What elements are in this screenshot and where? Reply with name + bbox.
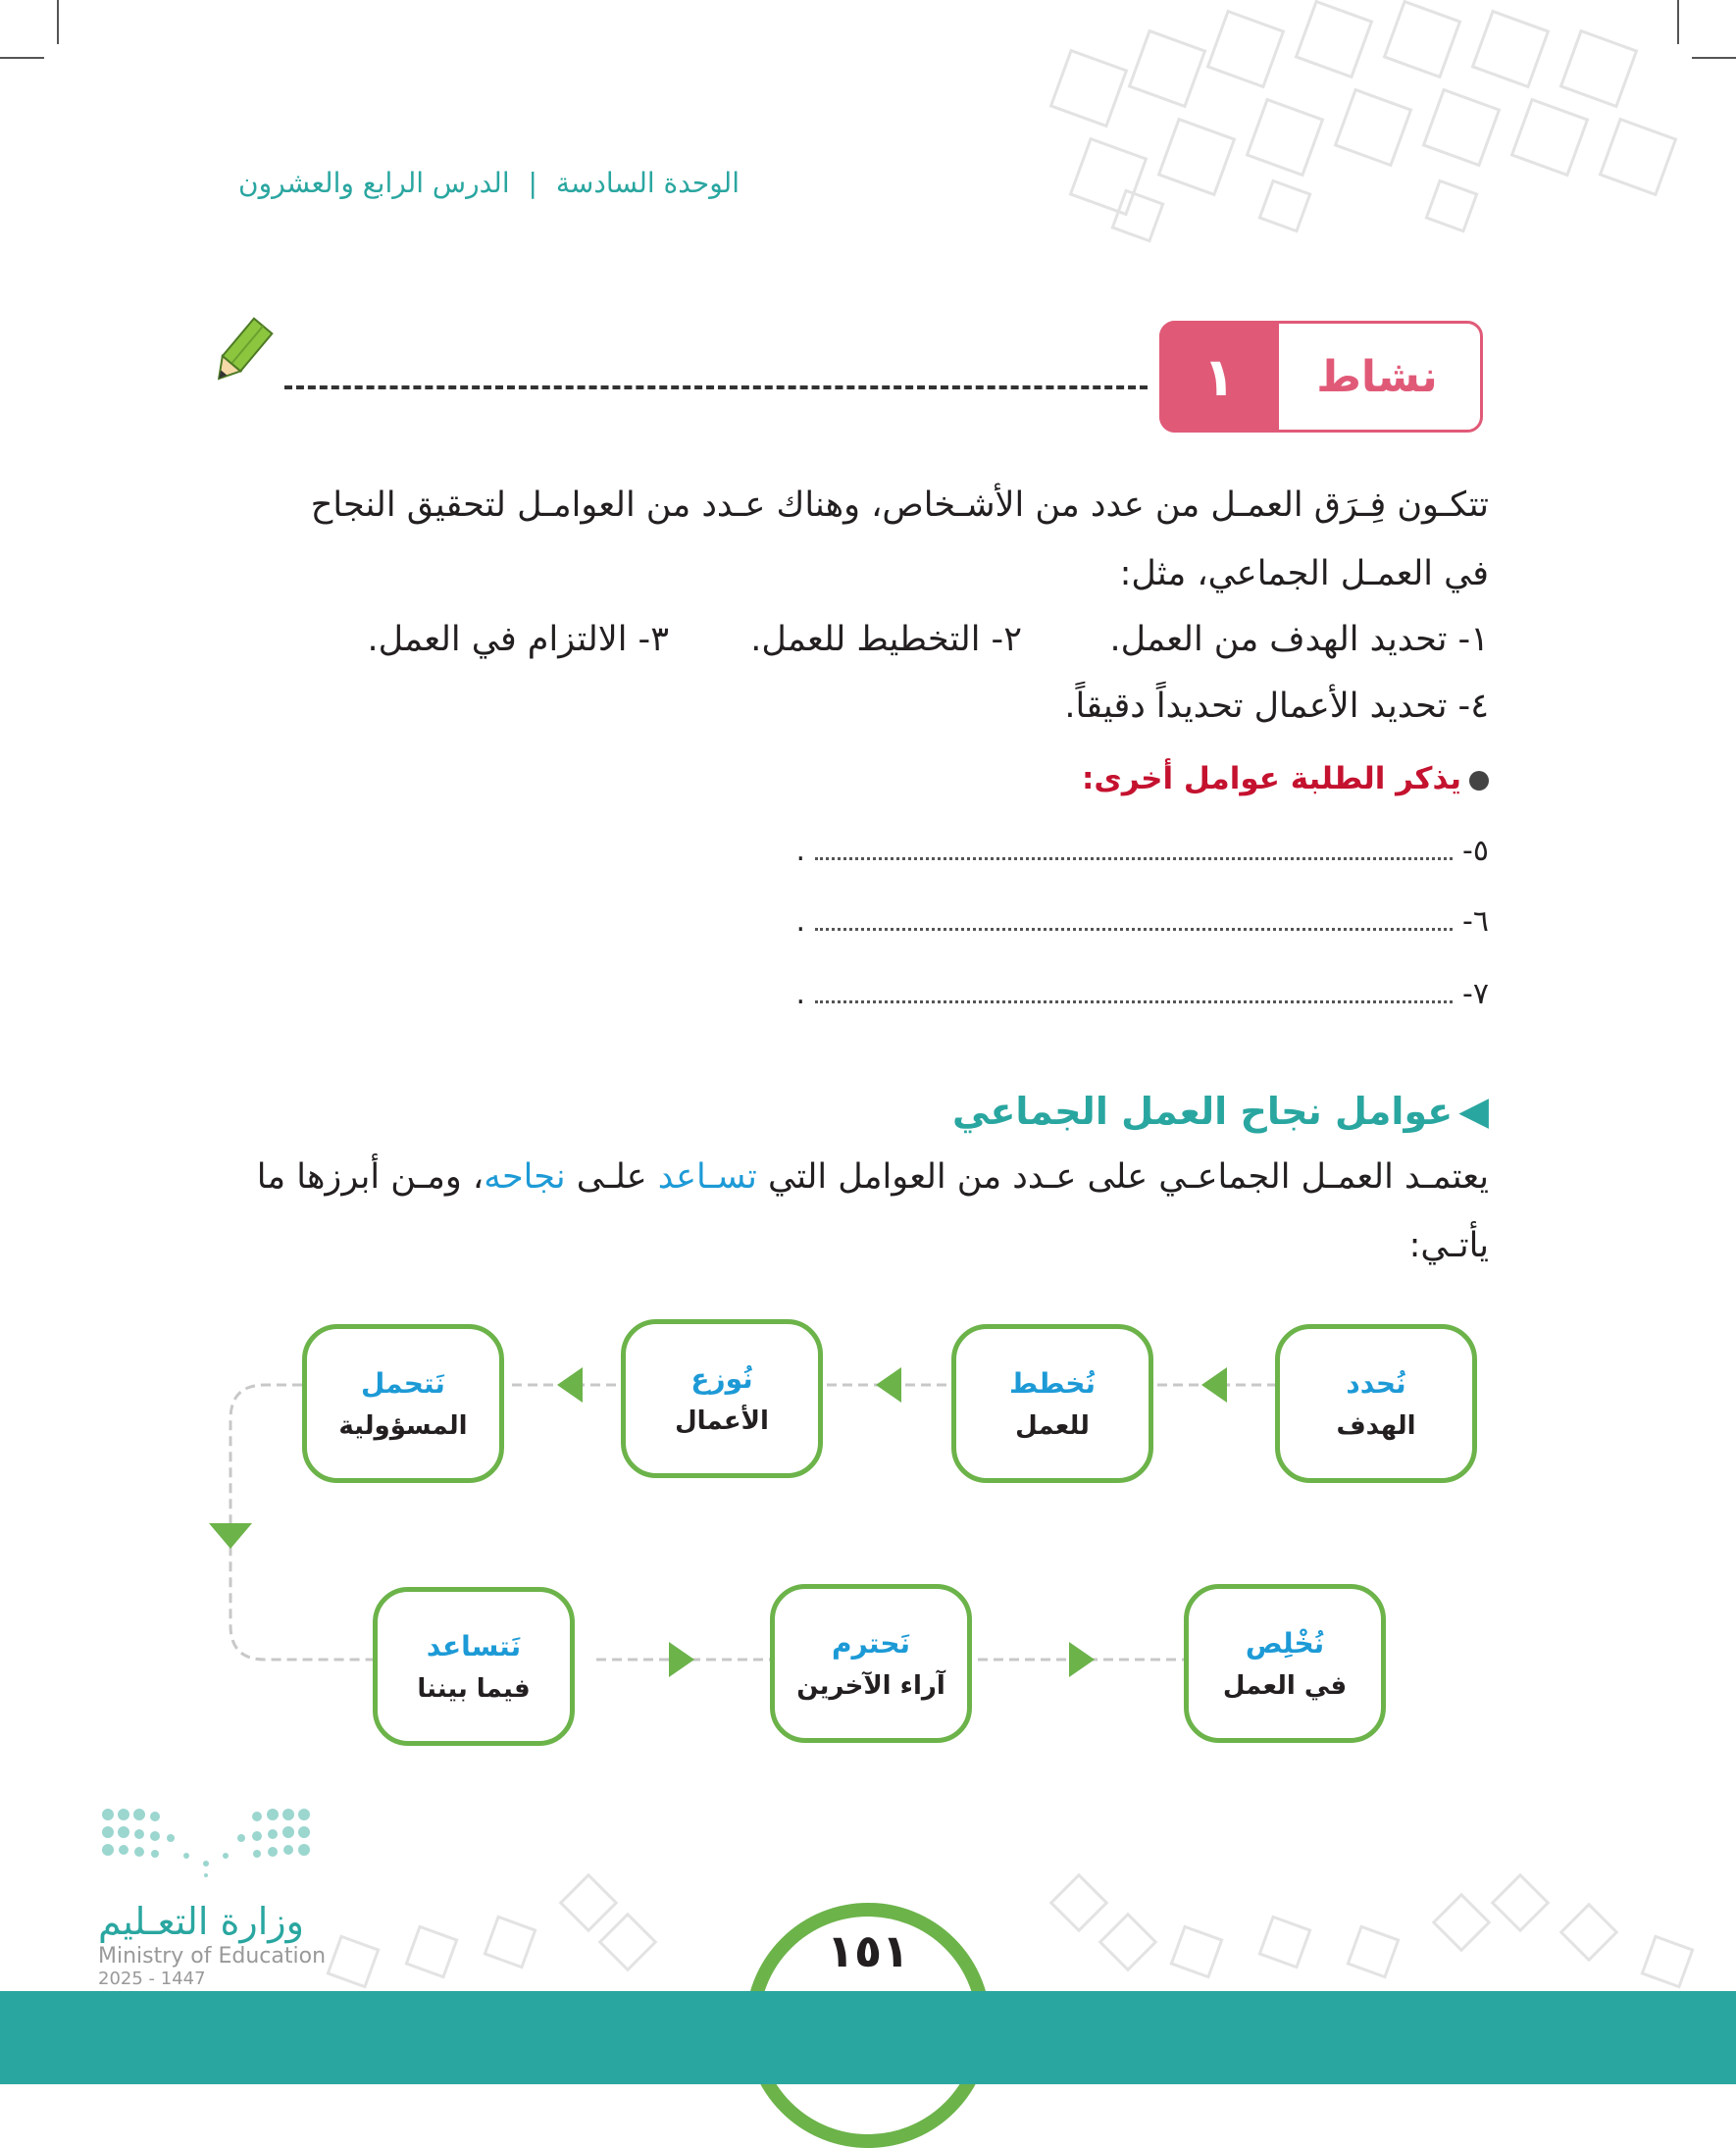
blank-line-end: . [795, 834, 806, 868]
arrow-right-icon [669, 1642, 694, 1677]
arrow-right-icon [1069, 1642, 1095, 1677]
ministry-logo-icon [98, 1805, 314, 1893]
factor-item-4: ٤- تحديد الأعمال تحديداً دقيقاً. [1064, 687, 1489, 726]
section-body-line-2: يأتـي: [1408, 1226, 1489, 1265]
flow-verb: نَحترم [831, 1626, 911, 1660]
arrow-left-icon [876, 1367, 901, 1403]
flow-object: للعمل [1015, 1410, 1090, 1441]
flow-box-take-responsibility [302, 1324, 504, 1483]
factor-item-1: ١- تحديد الهدف من العمل. [1109, 620, 1489, 659]
footer-band-overlay [0, 1991, 1736, 2084]
flow-object: فيما بيننا [417, 1673, 531, 1704]
flow-object: الأعمال [675, 1406, 769, 1436]
factor-item-3: ٣- الالتزام في العمل. [367, 620, 669, 659]
activity-label: نشاط [1316, 351, 1438, 402]
body-post: ، ومـن أبرزها ما [256, 1157, 485, 1197]
flow-box-respect-opinions [770, 1584, 972, 1743]
body-highlight-1: تسـاعد [657, 1157, 757, 1197]
flow-verb: نَتحمل [361, 1366, 445, 1400]
header-separator: | [528, 167, 537, 199]
activity-number: ١ [1159, 321, 1279, 433]
flow-box-define-goal [1275, 1324, 1477, 1483]
ministry-year: 2025 - 1447 [98, 1969, 206, 1989]
arrow-down-icon [209, 1523, 252, 1549]
chevron-left-icon: ◀ [1458, 1089, 1489, 1134]
unit-title: الوحدة السادسة [555, 167, 740, 199]
arrow-left-icon [557, 1367, 583, 1403]
intro-line-2: في العمـل الجماعي، مثل: [1119, 554, 1489, 593]
lesson-title: الدرس الرابع والعشرون [238, 167, 510, 199]
flow-box-plan-work [951, 1324, 1153, 1483]
arrow-left-icon [1201, 1367, 1227, 1403]
flow-box-distribute-tasks [621, 1319, 823, 1478]
flow-box-help-each-other [373, 1587, 575, 1746]
ministry-name-ar: وزارة التعـليم [98, 1900, 305, 1943]
flow-verb: نُحدد [1346, 1366, 1406, 1400]
intro-line-1: تتكـون فِـرَق العمـل من عدد من الأشـخاص، وهناك عـدد من العوامـل لتحقيق النجاح [310, 486, 1489, 525]
flow-verb: نُخطط [1009, 1366, 1096, 1400]
blank-line-label: ٧- [1462, 977, 1489, 1011]
blank-line-end: . [795, 977, 806, 1011]
flow-verb: نُخْلِص [1245, 1626, 1325, 1660]
factor-item-2: ٢- التخطيط للعمل. [750, 620, 1022, 659]
flow-object: المسؤولية [338, 1410, 468, 1441]
blank-line-end: . [795, 904, 806, 939]
flow-box-sincere-work [1184, 1584, 1386, 1743]
body-pre: يعتمـد العمـل الجماعـي على عـدد من العوامل التي [756, 1157, 1489, 1197]
blank-line-label: ٥- [1462, 834, 1489, 868]
flow-object: الهدف [1336, 1410, 1416, 1441]
flow-verb: نَتساعد [426, 1629, 522, 1662]
section-title-text: عوامل نجاح العمل الجماعي [952, 1090, 1454, 1133]
blank-line-label: ٦- [1462, 904, 1489, 939]
body-mid: علـى [565, 1157, 658, 1197]
flow-verb: نُوزع [690, 1361, 753, 1395]
body-highlight-2: نجاحه [484, 1157, 566, 1197]
flow-object: في العمل [1222, 1670, 1348, 1701]
page-number: ١٥١ [826, 1924, 910, 1977]
flow-object: آراء الآخرين [796, 1670, 945, 1701]
ministry-name-en: Ministry of Education [98, 1944, 327, 1969]
students-prompt-text: يذكر الطلبة عوامل أخرى: [1082, 761, 1461, 796]
